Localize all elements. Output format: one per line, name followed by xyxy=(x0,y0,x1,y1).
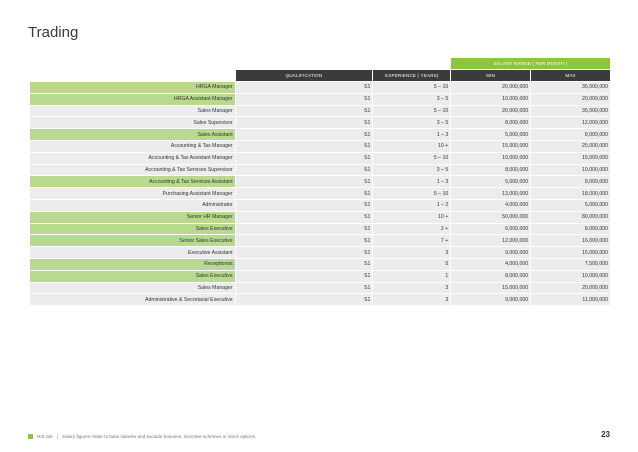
cell-min: 5,000,000 xyxy=(451,129,530,140)
cell-experience: 1 – 3 xyxy=(373,129,450,140)
table-row xyxy=(30,188,610,200)
footer-brand: Hot Job xyxy=(37,434,53,439)
cell-experience: 3 – 5 xyxy=(373,117,450,128)
cell-min: 8,000,000 xyxy=(451,165,530,176)
header-position xyxy=(30,70,235,81)
cell-min: 6,000,000 xyxy=(451,224,530,235)
cell-position: Receptionist xyxy=(30,259,235,270)
table-row xyxy=(30,294,610,306)
cell-position: Purchasing Assistant Manager xyxy=(30,188,235,199)
cell-position: Accounting & Tax Assistant Manager xyxy=(30,153,235,164)
cell-qualification: S1 xyxy=(236,294,373,305)
header-max: MAX xyxy=(531,70,610,81)
cell-max: 12,000,000 xyxy=(531,117,610,128)
footer-square-icon xyxy=(28,434,33,439)
cell-max: 7,500,000 xyxy=(531,259,610,270)
cell-qualification: S1 xyxy=(236,153,373,164)
table-row xyxy=(30,283,610,295)
cell-qualification: S1 xyxy=(236,271,373,282)
table-row xyxy=(30,153,610,165)
cell-position: Sales Assistant xyxy=(30,129,235,140)
table-row xyxy=(30,271,610,283)
cell-max: 20,000,000 xyxy=(531,283,610,294)
page-number: 23 xyxy=(601,430,610,439)
table-row xyxy=(30,165,610,177)
cell-qualification: S1 xyxy=(236,235,373,246)
cell-qualification: S1 xyxy=(236,129,373,140)
cell-qualification: S1 xyxy=(236,259,373,270)
table-body xyxy=(30,82,610,306)
footer xyxy=(28,434,256,439)
cell-qualification: S1 xyxy=(236,200,373,211)
header-qualification: QUALIFICATION xyxy=(236,70,373,81)
footer-note: Salary figures relate to base salaries and exclude bonuses, incentive schemes or stock options. xyxy=(62,434,257,439)
cell-min: 20,000,000 xyxy=(451,82,530,93)
cell-min: 9,000,000 xyxy=(451,247,530,258)
cell-qualification: S1 xyxy=(236,141,373,152)
cell-position: Sales Manager xyxy=(30,283,235,294)
cell-position: Administrator xyxy=(30,200,235,211)
cell-experience: 5 – 10 xyxy=(373,153,450,164)
table-row xyxy=(30,141,610,153)
cell-qualification: S1 xyxy=(236,176,373,187)
footer-separator: | xyxy=(56,434,59,439)
cell-qualification: S1 xyxy=(236,106,373,117)
salary-range-group-header: SALARY RANGE ( PER MONTH ) xyxy=(451,58,610,69)
cell-position: HRGA Manager xyxy=(30,82,235,93)
cell-max: 15,000,000 xyxy=(531,247,610,258)
cell-experience: 1 xyxy=(373,271,450,282)
cell-position: Executive Assistant xyxy=(30,247,235,258)
cell-qualification: S1 xyxy=(236,94,373,105)
cell-position: Sales Manager xyxy=(30,106,235,117)
cell-qualification: S1 xyxy=(236,212,373,223)
cell-position: Accounting & Tax Services Assistant xyxy=(30,176,235,187)
cell-position: Sales Executive xyxy=(30,224,235,235)
cell-min: 50,000,000 xyxy=(451,212,530,223)
cell-max: 35,000,000 xyxy=(531,82,610,93)
cell-max: 8,000,000 xyxy=(531,176,610,187)
cell-experience: 1 – 2 xyxy=(373,200,450,211)
cell-position: HRGA Assistant Manager xyxy=(30,94,235,105)
cell-experience: 3 xyxy=(373,294,450,305)
table-row xyxy=(30,212,610,224)
table-row xyxy=(30,247,610,259)
cell-min: 15,000,000 xyxy=(451,141,530,152)
table-row xyxy=(30,235,610,247)
cell-qualification: S1 xyxy=(236,117,373,128)
cell-max: 8,000,000 xyxy=(531,224,610,235)
cell-experience: 5 xyxy=(373,259,450,270)
cell-position: Accounting & Tax Services Supervisor xyxy=(30,165,235,176)
page-title: Trading xyxy=(28,24,79,41)
header-experience: EXPERIENCE ( YEARS) xyxy=(373,70,450,81)
cell-experience: 10 + xyxy=(373,141,450,152)
cell-min: 5,000,000 xyxy=(451,176,530,187)
cell-max: 16,000,000 xyxy=(531,235,610,246)
header-min: MIN xyxy=(451,70,530,81)
cell-min: 20,000,000 xyxy=(451,106,530,117)
cell-position: Accounting & Tax Manager xyxy=(30,141,235,152)
cell-experience: 7 + xyxy=(373,235,450,246)
cell-min: 13,000,000 xyxy=(451,188,530,199)
cell-qualification: S1 xyxy=(236,188,373,199)
cell-qualification: S1 xyxy=(236,82,373,93)
cell-min: 15,000,000 xyxy=(451,283,530,294)
cell-max: 15,000,000 xyxy=(531,153,610,164)
cell-max: 11,000,000 xyxy=(531,294,610,305)
cell-experience: 3 xyxy=(373,247,450,258)
cell-min: 10,000,000 xyxy=(451,94,530,105)
cell-min: 4,000,000 xyxy=(451,259,530,270)
cell-qualification: S1 xyxy=(236,247,373,258)
cell-position: Sales Executive xyxy=(30,271,235,282)
table-row xyxy=(30,224,610,236)
cell-max: 35,000,000 xyxy=(531,106,610,117)
cell-min: 12,000,000 xyxy=(451,235,530,246)
cell-max: 5,000,000 xyxy=(531,200,610,211)
cell-experience: 3 xyxy=(373,283,450,294)
table-row xyxy=(30,129,610,141)
cell-min: 8,000,000 xyxy=(451,117,530,128)
table-row xyxy=(30,259,610,271)
cell-position: Administrative & Secretarial Executive xyxy=(30,294,235,305)
cell-experience: 2 + xyxy=(373,224,450,235)
table-row xyxy=(30,106,610,118)
cell-min: 9,000,000 xyxy=(451,294,530,305)
cell-max: 20,000,000 xyxy=(531,94,610,105)
cell-experience: 5 – 10 xyxy=(373,106,450,117)
cell-experience: 3 – 5 xyxy=(373,165,450,176)
cell-max: 25,000,000 xyxy=(531,141,610,152)
cell-experience: 3 – 5 xyxy=(373,94,450,105)
table-row xyxy=(30,82,610,94)
cell-qualification: S1 xyxy=(236,224,373,235)
table-row xyxy=(30,117,610,129)
cell-position: Senior HR Manager xyxy=(30,212,235,223)
cell-position: Sales Supervisor xyxy=(30,117,235,128)
table-row xyxy=(30,200,610,212)
cell-max: 18,000,000 xyxy=(531,188,610,199)
cell-qualification: S1 xyxy=(236,283,373,294)
cell-experience: 5 – 10 xyxy=(373,188,450,199)
cell-qualification: S1 xyxy=(236,165,373,176)
table-header-row xyxy=(30,70,610,81)
cell-min: 4,000,000 xyxy=(451,200,530,211)
table-row xyxy=(30,176,610,188)
cell-min: 10,000,000 xyxy=(451,153,530,164)
cell-min: 8,000,000 xyxy=(451,271,530,282)
cell-max: 80,000,000 xyxy=(531,212,610,223)
cell-max: 10,000,000 xyxy=(531,165,610,176)
cell-experience: 5 – 10 xyxy=(373,82,450,93)
cell-experience: 10 + xyxy=(373,212,450,223)
cell-max: 10,000,000 xyxy=(531,271,610,282)
cell-max: 8,000,000 xyxy=(531,129,610,140)
cell-position: Senior Sales Executive xyxy=(30,235,235,246)
table-row xyxy=(30,94,610,106)
cell-experience: 1 – 3 xyxy=(373,176,450,187)
